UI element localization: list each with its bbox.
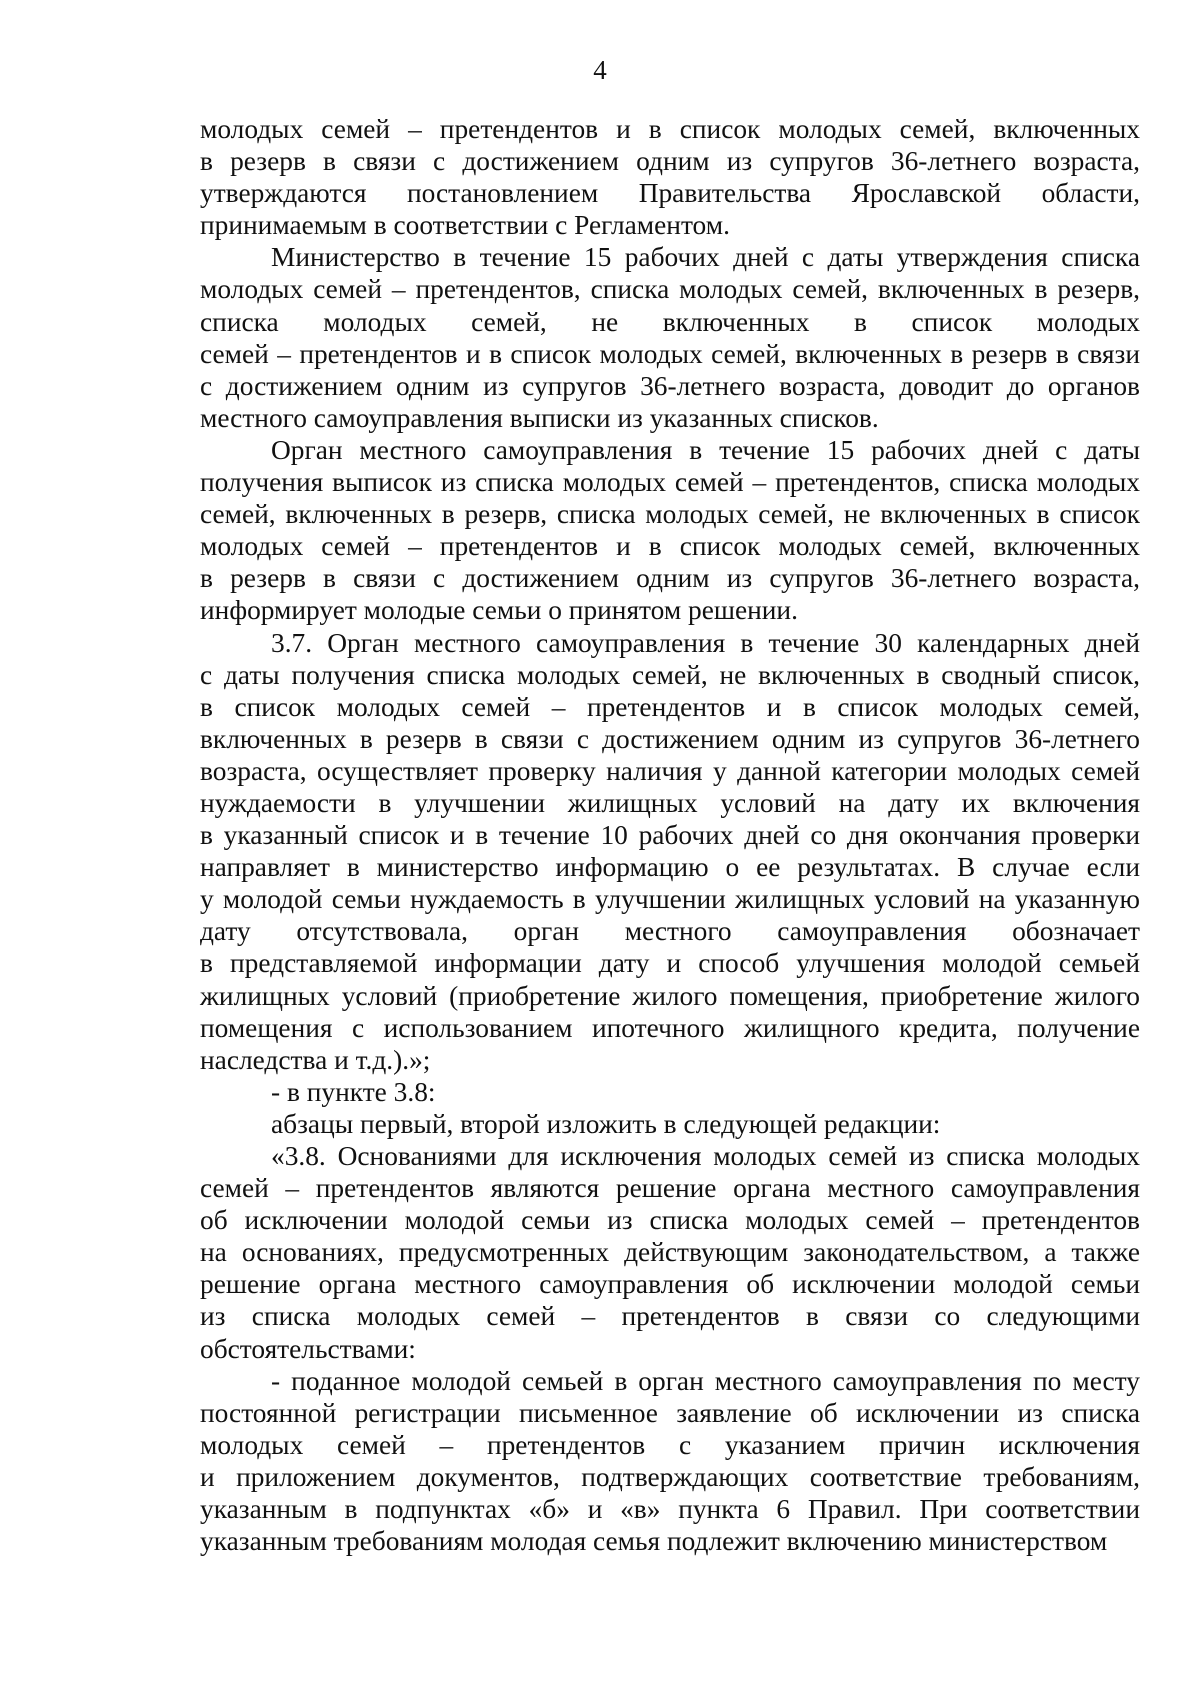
text-line: информирует молодые семьи о принятом решении.	[200, 595, 798, 626]
text-line: в представляемой информации дату и способ улучшения молодой семьей	[200, 948, 1140, 979]
text-line: наследства и т.д.).»;	[200, 1044, 431, 1075]
document-body	[200, 113, 1140, 1557]
paragraph	[200, 1076, 1140, 1108]
text-line: обстоятельствами:	[200, 1333, 416, 1364]
text-line: в указанный список и в течение 10 рабочих дней со дня окончания проверки	[200, 820, 1140, 851]
text-line: молодых семей – претендентов с указанием причин исключения	[200, 1429, 1140, 1460]
text-line: 3.7. Орган местного самоуправления в течение 30 календарных дней	[271, 627, 1140, 658]
text-line: указанным в подпунктах «б» и «в» пункта 6 Правил. При соответствии	[200, 1494, 1140, 1525]
text-line: указанным требованиям молодая семья подлежит включению министерством	[200, 1526, 1108, 1557]
text-line: молодых семей – претендентов и в список молодых семей, включенных	[200, 114, 1140, 144]
text-line: - поданное молодой семьей в орган местного самоуправления по месту	[271, 1365, 1140, 1396]
text-line: на основаниях, предусмотренных действующим законодательством, а также	[200, 1237, 1140, 1268]
text-line: постоянной регистрации письменное заявление об исключении из списка	[200, 1397, 1140, 1428]
text-line: семей – претендентов и в список молодых семей, включенных в резерв в связи	[200, 338, 1140, 369]
text-line: решение органа местного самоуправления об исключении молодой семьи	[200, 1269, 1140, 1300]
paragraph	[200, 434, 1140, 627]
text-line: - в пункте 3.8:	[271, 1076, 436, 1107]
text-line: направляет в министерство информацию о ее результатах. В случае если	[200, 852, 1140, 883]
text-line: нуждаемости в улучшении жилищных условий на дату их включения	[200, 787, 1140, 818]
text-line: получения выписок из списка молодых семей – претендентов, списка молодых	[200, 467, 1140, 498]
text-line: списка молодых семей, не включенных в список молодых	[200, 306, 1140, 337]
text-line: возраста, осуществляет проверку наличия у данной категории молодых семей	[200, 755, 1140, 786]
text-line: Министерство в течение 15 рабочих дней с даты утверждения списка	[271, 242, 1140, 273]
text-line: принимаемым в соответствии с Регламентом.	[200, 210, 730, 241]
text-line: в резерв в связи с достижением одним из супругов 36-летнего возраста,	[200, 563, 1140, 594]
text-line: у молодой семьи нуждаемость в улучшении жилищных условий на указанную	[200, 884, 1140, 915]
text-line: и приложением документов, подтверждающих соответствие требованиям,	[200, 1461, 1140, 1492]
paragraph	[200, 627, 1140, 1076]
paragraph	[200, 1140, 1140, 1365]
text-line: утверждаются постановлением Правительства Ярославской области,	[200, 178, 1140, 209]
text-line: жилищных условий (приобретение жилого помещения, приобретение жилого	[200, 980, 1140, 1011]
paragraph	[200, 241, 1140, 434]
text-line: в резерв в связи с достижением одним из супругов 36-летнего возраста,	[200, 146, 1140, 177]
text-line: с достижением одним из супругов 36-летнего возраста, доводит до органов	[200, 370, 1140, 401]
text-line: с даты получения списка молодых семей, не включенных в сводный список,	[200, 659, 1140, 690]
paragraph	[200, 113, 1140, 241]
text-line: из списка молодых семей – претендентов в связи со следующими	[200, 1301, 1140, 1332]
text-line: «3.8. Основаниями для исключения молодых семей из списка молодых	[271, 1141, 1140, 1171]
text-line: включенных в резерв в связи с достижением одним из супругов 36-летнего	[200, 723, 1140, 754]
text-line: семей, включенных в резерв, списка молодых семей, не включенных в список	[200, 499, 1140, 530]
text-line: дату отсутствовала, орган местного самоуправления обозначает	[200, 916, 1140, 947]
paragraph	[200, 1108, 1140, 1140]
text-line: помещения с использованием ипотечного жилищного кредита, получение	[200, 1012, 1140, 1043]
paragraph	[200, 1365, 1140, 1558]
text-line: молодых семей – претендентов, списка молодых семей, включенных в резерв,	[200, 274, 1140, 305]
text-line: в список молодых семей – претендентов и в список молодых семей,	[200, 691, 1140, 722]
text-line: Орган местного самоуправления в течение 15 рабочих дней с даты	[271, 434, 1140, 465]
page-number: 4	[593, 55, 607, 85]
text-line: об исключении молодой семьи из списка молодых семей – претендентов	[200, 1205, 1140, 1236]
text-line: абзацы первый, второй изложить в следующей редакции:	[271, 1108, 941, 1139]
text-line: семей – претендентов являются решение органа местного самоуправления	[200, 1173, 1140, 1204]
text-line: молодых семей – претендентов и в список молодых семей, включенных	[200, 531, 1140, 562]
text-line: местного самоуправления выписки из указанных списков.	[200, 402, 879, 433]
